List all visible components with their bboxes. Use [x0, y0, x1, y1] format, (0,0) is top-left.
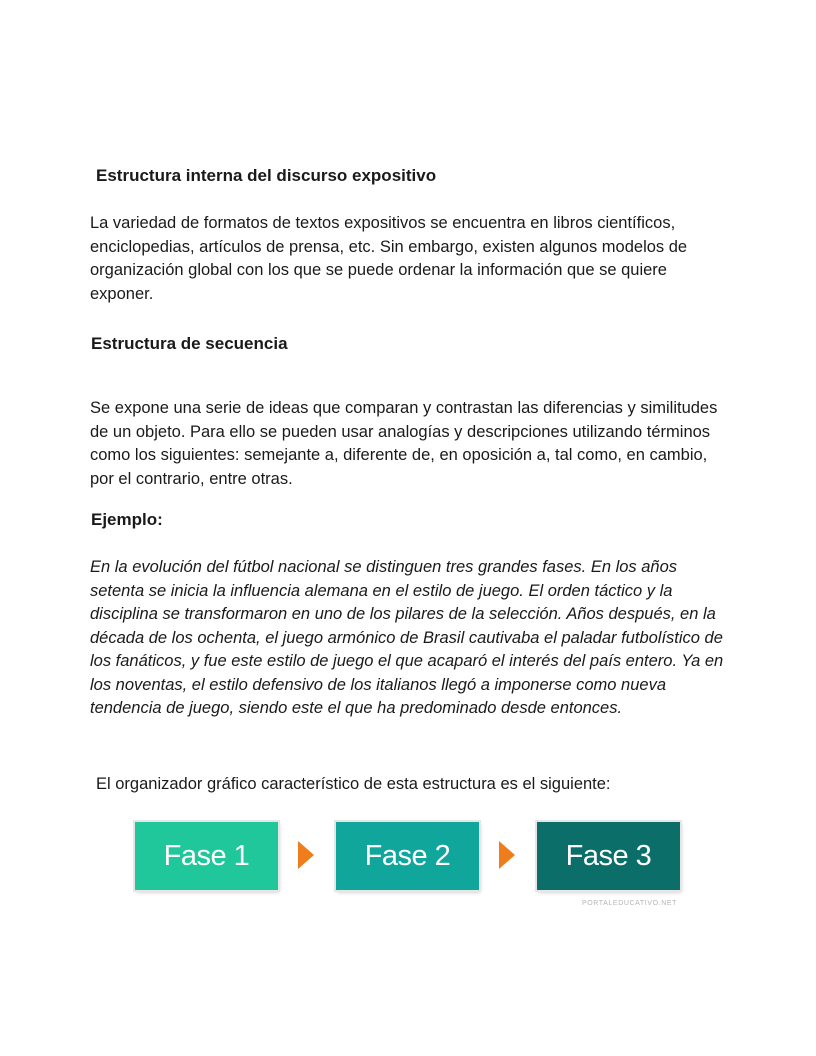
intro-paragraph: La variedad de formatos de textos expositivos se encuentra en libros científicos, enciclopedias, artículos de prensa, etc. Sin embargo, existen algunos modelos de organización global con los que se puede ordenar la información que se quiere exponer.: [90, 214, 688, 303]
arrow-right-icon: [298, 841, 314, 869]
example-paragraph: En la evolución del fútbol nacional se distinguen tres grandes fases. En los años setenta se inicia la influencia alemana en el estilo de juego. El orden táctico y la disciplina se transformaron en uno de los pilares de la selección. Años después, en la década de los ochenta, el juego armónico de Brasil cautivaba el paladar futbolístico de los fanáticos, y fue este estilo de juego el que acaparó el interés del país entero. Ya en los noventas, el estilo defensivo de los italianos llegó a imponerse como nueva tendencia de juego, siendo este el que ha predominado desde entonces.: [90, 558, 724, 717]
organizer-caption: El organizador gráfico característico de esta estructura es el siguiente:: [96, 775, 611, 793]
phase-diagram: [133, 820, 683, 912]
phase-3-box: Fase 3: [537, 822, 680, 890]
phase-2-box: Fase 2: [336, 822, 479, 890]
section-paragraph: Se expone una serie de ideas que comparan y contrastan las diferencias y similitudes de un objeto. Para ello se pueden usar analogías y descripciones utilizando términos como los siguientes: semejante a, diferente de, en oposición a, tal como, en cambio, por el contrario, entre otras.: [90, 399, 718, 488]
arrow-right-icon: [499, 841, 515, 869]
document-title: Estructura interna del discurso expositivo: [96, 166, 437, 185]
section-heading: Estructura de secuencia: [91, 334, 288, 353]
example-heading: Ejemplo:: [91, 510, 163, 529]
image-credit: PORTALEDUCATIVO.NET: [581, 900, 677, 907]
phase-1-box: Fase 1: [135, 822, 278, 890]
